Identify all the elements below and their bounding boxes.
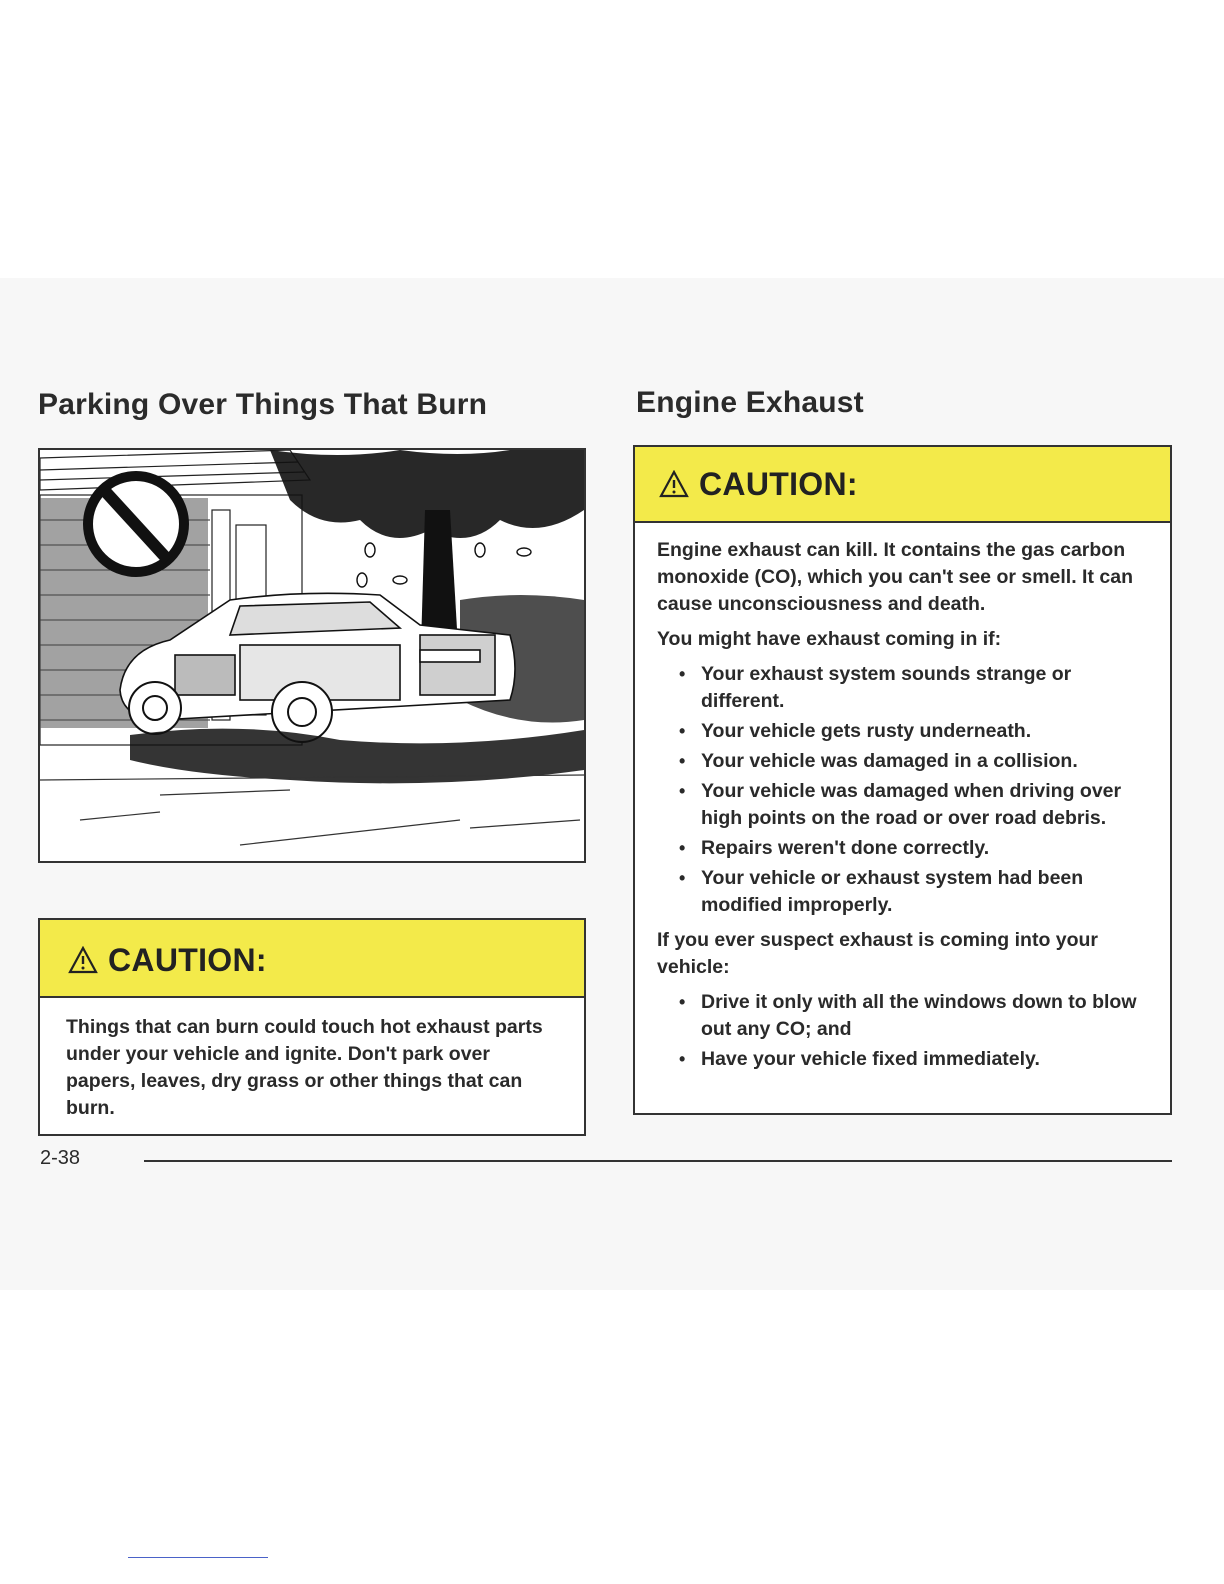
list-item: • Your vehicle or exhaust system had been modified improperly. [701,865,1148,919]
caution-title: CAUTION: [108,941,267,978]
list-lead: You might have exhaust coming in if: [657,628,1002,650]
list-item: • Your vehicle gets rusty underneath. [701,718,1148,745]
list-lead: If you ever suspect exhaust is coming into your vehicle: [657,929,1099,978]
caution-text: Things that can burn could touch hot exhaust parts under your vehicle and ignite. Don't park over papers, leaves, dry grass or other things that can burn. [66,1016,543,1119]
caution-header [635,447,1170,523]
list-item: • Have your vehicle fixed immediately. [701,1046,1148,1073]
warning-triangle-icon [68,946,98,974]
list-item: • Drive it only with all the windows down to blow out any CO; and [701,989,1148,1043]
footer-rule [144,1160,1172,1162]
list-item: • Your vehicle was damaged when driving over high points on the road or over road debris. [701,778,1148,832]
caution-title: CAUTION: [699,465,858,502]
caution-header [40,920,584,998]
manual-page [0,278,1224,1290]
section-heading-parking: Parking Over Things That Burn [38,388,488,421]
list-item: • Your vehicle was damaged in a collision. [701,748,1148,775]
exhaust-symptom-list [657,661,1148,919]
caution-box-exhaust [633,445,1172,1115]
parking-illustration [38,448,586,863]
exhaust-action-list [657,989,1148,1073]
warning-triangle-icon [659,470,689,498]
list-item: • Your exhaust system sounds strange or different. [701,661,1148,715]
caution-intro: Engine exhaust can kill. It contains the gas carbon monoxide (CO), which you can't see or smell. It can cause unconsciousness and death. [657,539,1133,615]
section-heading-engine-exhaust: Engine Exhaust [636,386,864,419]
list-item: • Repairs weren't done correctly. [701,835,1148,862]
caution-box-parking [38,918,586,1136]
footer-link-underline [128,1557,268,1558]
caution-body [635,523,1170,1073]
caution-body [40,998,584,1122]
page-number: 2-38 [40,1147,81,1169]
